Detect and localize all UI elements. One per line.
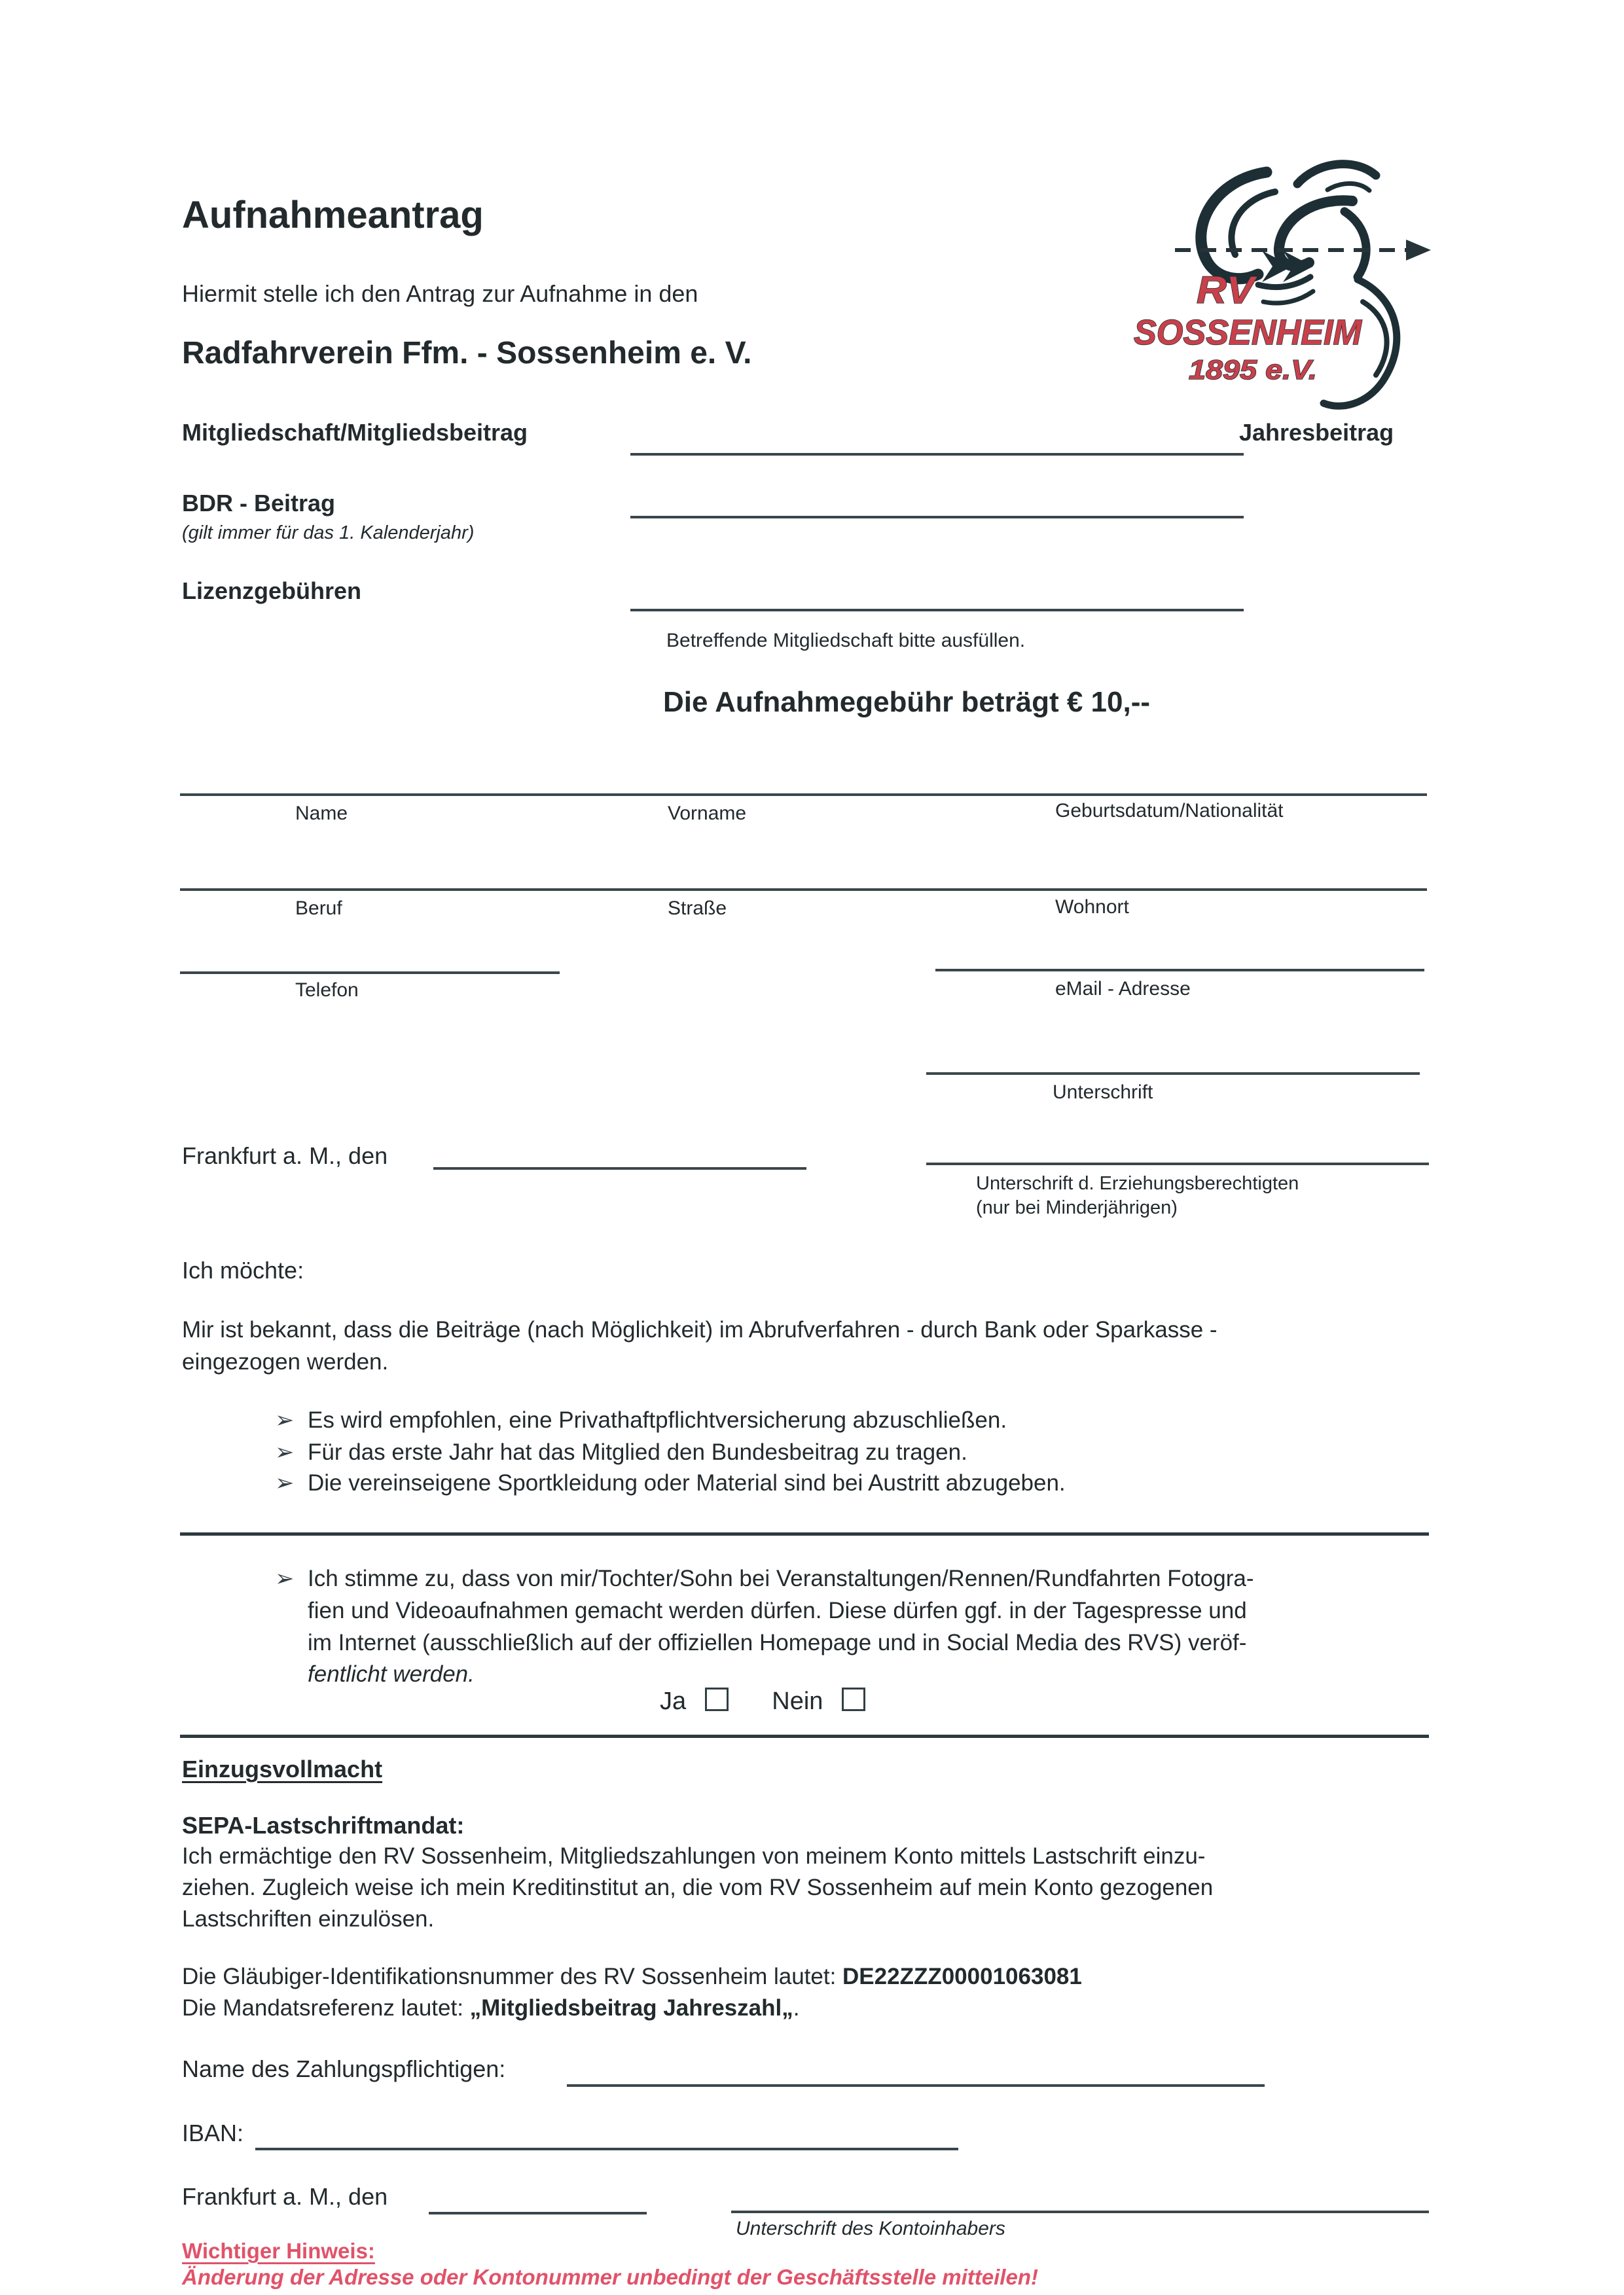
beruf-row-field[interactable]: [180, 888, 1427, 891]
place-date-label: Frankfurt a. M., den: [182, 1142, 388, 1169]
iban-field[interactable]: [255, 2148, 958, 2150]
wohnort-label: Wohnort: [1055, 896, 1129, 918]
club-logo: [1067, 128, 1486, 422]
bullet-text: Die vereinseigene Sportkleidung oder Material sind bei Austritt abzugeben.: [308, 1470, 1066, 1496]
guardian-note: (nur bei Minderjährigen): [976, 1197, 1178, 1218]
mandate-text-line3: Lastschriften einzulösen.: [182, 1906, 435, 1932]
membership-fee-field[interactable]: [630, 453, 1244, 456]
arrow-bullet-icon: ➢: [275, 1470, 295, 1496]
signature-label: Unterschrift: [1053, 1081, 1153, 1103]
license-fee-field[interactable]: [630, 609, 1244, 611]
bdr-fee-label: BDR - Beitrag: [182, 490, 336, 516]
logo-line1: RV: [1197, 269, 1257, 312]
annual-fee-label: Jahresbeitrag: [1239, 419, 1394, 446]
consent-line-3: im Internet (ausschließlich auf der offiziellen Homepage und in Social Media des RVS) veröf-: [308, 1630, 1247, 1655]
i-want-label: Ich möchte:: [182, 1257, 304, 1284]
beruf-label: Beruf: [295, 897, 342, 919]
payer-name-field[interactable]: [567, 2084, 1265, 2087]
bdr-fee-field[interactable]: [630, 516, 1244, 518]
list-item: [275, 1407, 1007, 1434]
page-title: Aufnahmeantrag: [182, 194, 484, 236]
club-name: Radfahrverein Ffm. - Sossenheim e. V.: [182, 336, 752, 370]
admission-fee-text: Die Aufnahmegebühr beträgt € 10,--: [663, 686, 1151, 718]
account-signature-label: Unterschrift des Kontoinhabers: [736, 2218, 1005, 2239]
divider: [180, 1735, 1429, 1738]
license-fee-label: Lizenzgebühren: [182, 577, 362, 604]
membership-fee-label: Mitgliedschaft/Mitgliedsbeitrag: [182, 419, 528, 446]
iban-label: IBAN:: [182, 2120, 244, 2146]
consent-choice-row: [660, 1688, 865, 1716]
nein-checkbox[interactable]: [842, 1688, 865, 1711]
mandate-ref-suffix: .: [793, 1995, 800, 2021]
mandate-text-line1: Ich ermächtige den RV Sossenheim, Mitgliedszahlungen von meinem Konto mittels Lastschrift einzu-: [182, 1843, 1206, 1869]
name-row-field[interactable]: [180, 793, 1427, 796]
consent-line-2: fien und Videoaufnahmen gemacht werden dürfen. Diese dürfen ggf. in der Tagespresse und: [308, 1598, 1247, 1623]
consent-line-4: fentlicht werden.: [308, 1661, 475, 1687]
important-notice-heading: Wichtiger Hinweis:: [182, 2239, 375, 2263]
dashed-arrow-icon: [1175, 240, 1431, 261]
arrow-bullet-icon: ➢: [275, 1407, 295, 1433]
known-text-line1: Mir ist bekannt, dass die Beiträge (nach Möglichkeit) im Abrufverfahren - durch Bank oder Sparkasse -: [182, 1317, 1218, 1343]
telefon-label: Telefon: [295, 979, 359, 1001]
list-item: [275, 1470, 1066, 1496]
name-label: Name: [295, 803, 348, 824]
mandate-ref-line: [182, 1995, 799, 2021]
mandate-ref-prefix: Die Mandatsreferenz lautet:: [182, 1995, 470, 2021]
important-notice-text: Änderung der Adresse oder Kontonummer unbedingt der Geschäftsstelle mitteilen!: [182, 2265, 1038, 2289]
payer-name-label: Name des Zahlungspflichtigen:: [182, 2055, 506, 2082]
logo-line2: SOSSENHEIM: [1134, 313, 1362, 352]
signature-field[interactable]: [926, 1072, 1420, 1075]
intro-text: Hiermit stelle ich den Antrag zur Aufnahme in den: [182, 280, 698, 307]
creditor-id-prefix: Die Gläubiger-Identifikationsnummer des RV Sossenheim lautet:: [182, 1964, 843, 1989]
bullet-text: Es wird empfohlen, eine Privathaftpflichtversicherung abzuschließen.: [308, 1407, 1007, 1433]
date-field[interactable]: [433, 1167, 806, 1170]
sepa-mandate-heading: SEPA-Lastschriftmandat:: [182, 1812, 465, 1839]
consent-line-1: [275, 1566, 1254, 1592]
consent-text-1: Ich stimme zu, dass von mir/Tochter/Sohn bei Veranstaltungen/Rennen/Rundfahrten Fotogra-: [308, 1566, 1254, 1591]
ja-checkbox[interactable]: [705, 1688, 729, 1711]
guardian-signature-field[interactable]: [926, 1163, 1429, 1165]
telefon-field[interactable]: [180, 971, 560, 974]
fill-note: Betreffende Mitgliedschaft bitte ausfüllen.: [666, 630, 1026, 651]
ja-label: Ja: [660, 1688, 687, 1715]
bullet-text: Für das erste Jahr hat das Mitglied den Bundesbeitrag zu tragen.: [308, 1439, 967, 1465]
mandate-text-line2: ziehen. Zugleich weise ich mein Kreditinstitut an, die vom RV Sossenheim auf mein Konto gezogenen: [182, 1875, 1214, 1900]
vorname-label: Vorname: [668, 803, 747, 824]
creditor-id-value: DE22ZZZ00001063081: [842, 1964, 1082, 1989]
logo-line3: 1895 e.V.: [1189, 354, 1317, 385]
account-signature-field[interactable]: [731, 2211, 1429, 2213]
known-text-line2: eingezogen werden.: [182, 1349, 389, 1375]
divider: [180, 1532, 1429, 1536]
creditor-id-line: [182, 1964, 1082, 1990]
strasse-label: Straße: [668, 897, 727, 919]
bdr-fee-note: (gilt immer für das 1. Kalenderjahr): [182, 522, 475, 543]
list-item: [275, 1439, 967, 1466]
logo-wordmark: [1134, 269, 1362, 385]
einzugsvollmacht-heading: Einzugsvollmacht: [182, 1756, 383, 1782]
birth-label: Geburtsdatum/Nationalität: [1055, 800, 1284, 822]
email-field[interactable]: [935, 969, 1424, 971]
arrow-bullet-icon: ➢: [275, 1439, 295, 1465]
sepa-date-field[interactable]: [429, 2212, 647, 2214]
guardian-signature-label: Unterschrift d. Erziehungsberechtigten: [976, 1173, 1299, 1194]
arrow-bullet-icon: ➢: [275, 1566, 295, 1591]
mandate-ref-value: „Mitgliedsbeitrag Jahreszahl„: [469, 1995, 793, 2021]
sepa-place-date-label: Frankfurt a. M., den: [182, 2183, 388, 2210]
nein-label: Nein: [772, 1688, 823, 1715]
email-label: eMail - Adresse: [1055, 978, 1191, 1000]
